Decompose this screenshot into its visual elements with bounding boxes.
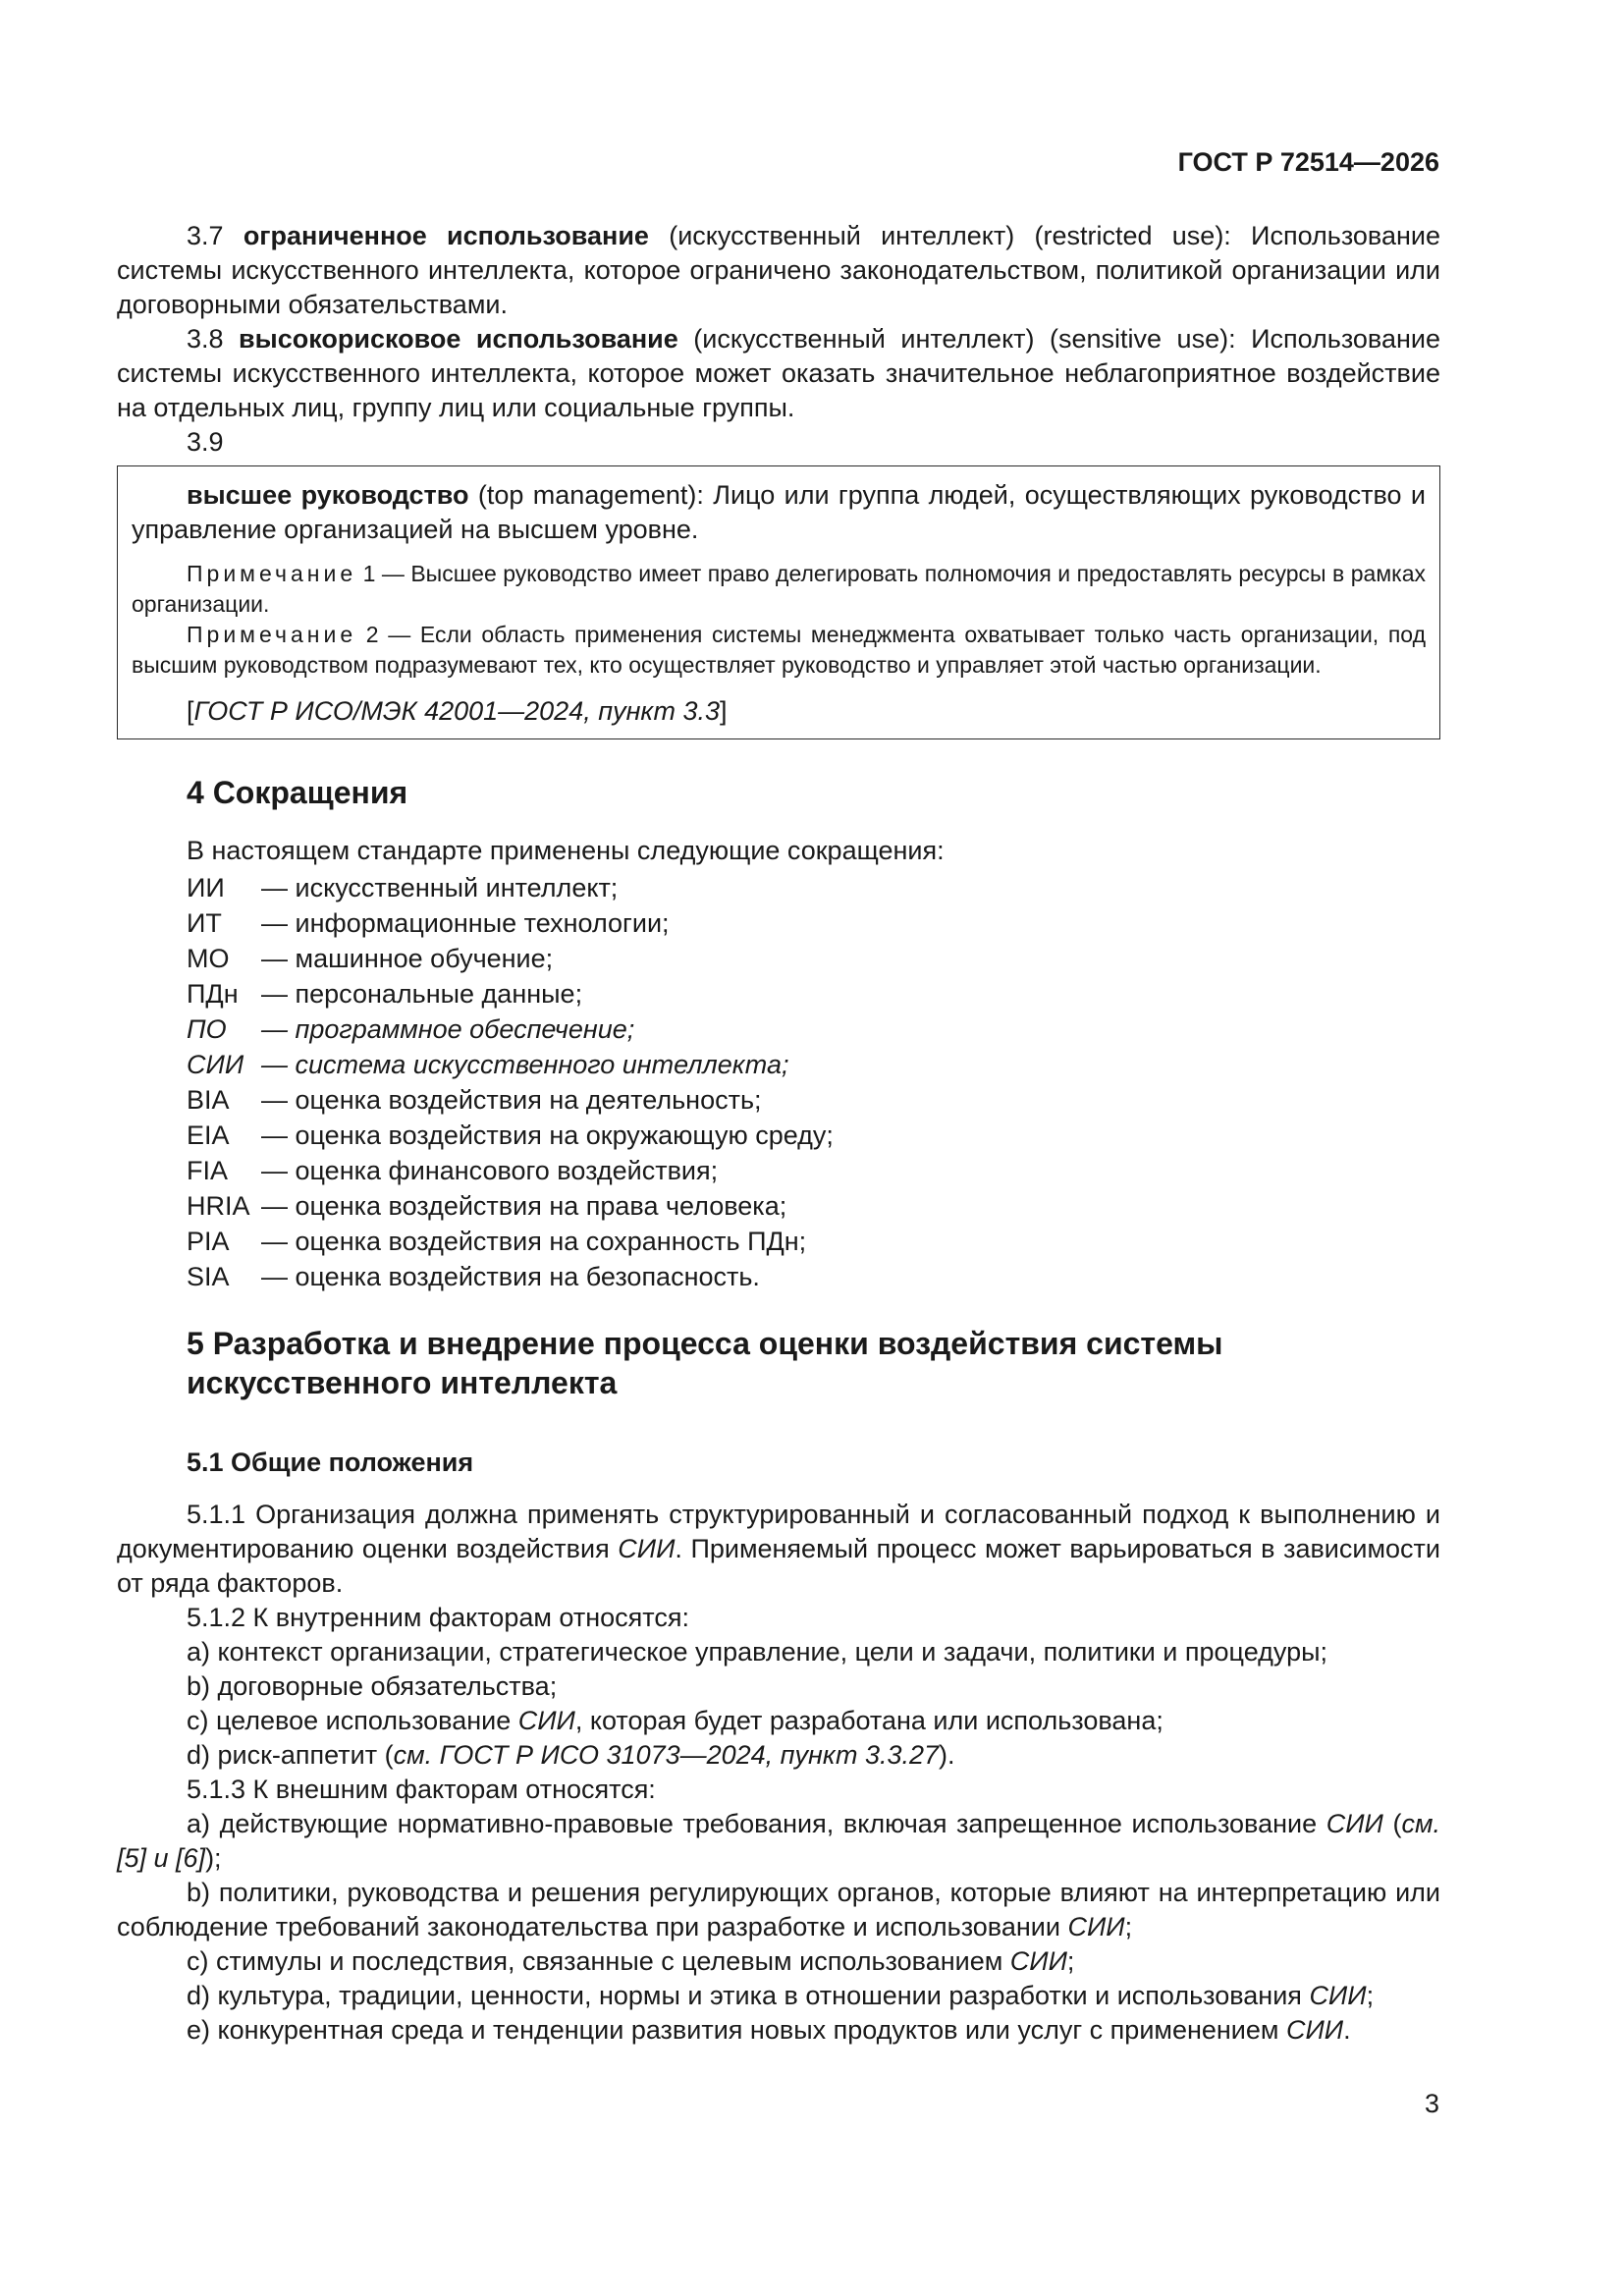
clause-text: d) культура, традиции, ценности, нормы и этика в отношении разработки и использования <box>187 1981 1310 2010</box>
term-3-8 <box>117 322 1440 425</box>
clause-text: ; <box>1066 1946 1075 1976</box>
term-3-9-definition <box>132 478 1426 547</box>
abbreviation-description: — программное обеспечение; <box>261 1014 635 1044</box>
note-text: 1 — Высшее руководство имеет право делегировать полномочия и предоставлять ресурсы в рамках организации. <box>132 561 1426 617</box>
abbreviation-description: — персональные данные; <box>261 979 583 1009</box>
abbreviation-description: — оценка финансового воздействия; <box>261 1156 719 1185</box>
clause-emphasis: см. [5] и [6] <box>117 1809 1440 1873</box>
abbreviation: PIA <box>187 1227 230 1256</box>
note-label: Примечание <box>187 622 357 647</box>
note-text: 2 — Если область применения системы менеджмента охватывает только часть организации, под высшим руководством подразумевают тех, кто осуществляет руководство и управляет этой частью организации. <box>132 622 1426 678</box>
term-number: 3.8 <box>187 324 224 354</box>
clause-text: , которая будет разработана или использована; <box>574 1706 1163 1735</box>
term-name: ограниченное использование <box>243 221 649 250</box>
abbreviation: ИТ <box>187 908 222 938</box>
clause-text: ( <box>1382 1809 1402 1838</box>
abbreviation: HRIA <box>187 1191 250 1221</box>
abbreviation: МО <box>187 944 230 973</box>
abbreviation-item <box>187 1047 1440 1082</box>
abbreviation-description: — машинное обучение; <box>261 944 554 973</box>
page-body <box>117 219 1440 2048</box>
section-5-title-line: искусственного интеллекта <box>187 1365 618 1400</box>
clause-text: e) конкурентная среда и тенденции развития новых продуктов или услуг с применением <box>187 2015 1286 2045</box>
clause-emphasis: СИИ <box>1067 1912 1125 1941</box>
note-2 <box>132 620 1426 681</box>
list-item-5-1-2-c <box>117 1704 1440 1738</box>
page-number: 3 <box>1424 2089 1439 2118</box>
abbreviation-description: — искусственный интеллект; <box>261 873 619 902</box>
section-4-intro: В настоящем стандарте применены следующие сокращения: <box>187 836 945 865</box>
abbreviation-description: — оценка воздействия на окружающую среду; <box>261 1121 834 1150</box>
clause-emphasis: СИИ <box>1309 1981 1367 2010</box>
clause-emphasis: СИИ <box>1285 2015 1344 2045</box>
clause-text: ); <box>205 1843 222 1873</box>
subsection-5-1-title: 5.1 Общие положения <box>187 1448 474 1477</box>
document-header: ГОСТ Р 72514—2026 <box>1177 147 1439 177</box>
abbreviation-description: — информационные технологии; <box>261 908 670 938</box>
clause-emphasis: СИИ <box>618 1534 676 1563</box>
clause-text: b) политики, руководства и решения регулирующих органов, которые влияют на интерпретацию или соблюдение требований законодательства при разработке и использовании <box>117 1878 1440 1941</box>
bracket-close: ] <box>720 696 728 726</box>
abbreviation-description: — оценка воздействия на безопасность. <box>261 1262 760 1291</box>
abbreviation: BIA <box>187 1085 230 1115</box>
abbreviation-item <box>187 1224 1440 1259</box>
abbreviation-item <box>187 1011 1440 1047</box>
clause-emphasis: СИИ <box>517 1706 575 1735</box>
abbreviation: ПО <box>187 1014 227 1044</box>
abbreviation-item <box>187 1188 1440 1224</box>
clause-text: c) стимулы и последствия, связанные с целевым использованием <box>187 1946 1010 1976</box>
abbreviation: ПДн <box>187 979 239 1009</box>
abbreviation-description: — оценка воздействия на сохранность ПДн; <box>261 1227 807 1256</box>
term-name: высокорисковое использование <box>239 324 678 354</box>
abbreviation-list <box>117 870 1440 1294</box>
section-4-title: 4 Сокращения <box>187 775 408 810</box>
list-item-5-1-3-a <box>117 1807 1440 1876</box>
section-5-title-line: 5 Разработка и внедрение процесса оценки воздействия системы <box>187 1326 1223 1361</box>
abbreviation-item <box>187 1153 1440 1188</box>
abbreviation-item <box>187 905 1440 941</box>
abbreviation: СИИ <box>187 1050 244 1079</box>
clause-text: a) действующие нормативно-правовые требования, включая запрещенное использование <box>187 1809 1326 1838</box>
clause-emphasis: СИИ <box>1009 1946 1067 1976</box>
section-5-title <box>117 1324 1440 1402</box>
term-name: высшее руководство <box>187 480 469 510</box>
clause-text: 5.1.1 Организация должна применять структурированный и согласованный подход к выполнению и документированию оценки воздействия <box>117 1500 1440 1563</box>
note-1 <box>132 559 1426 620</box>
clause-emphasis: см. ГОСТ Р ИСО 31073—2024, пункт 3.3.27 <box>393 1740 940 1770</box>
reference-text: ГОСТ Р ИСО/МЭК 42001—2024, пункт 3.3 <box>193 696 721 726</box>
clause-text: ; <box>1366 1981 1375 2010</box>
list-item-5-1-3-c <box>117 1944 1440 1979</box>
abbreviation: ИИ <box>187 873 225 902</box>
list-item-5-1-2-d <box>117 1738 1440 1773</box>
abbreviation-item <box>187 1118 1440 1153</box>
list-item-5-1-3-b <box>117 1876 1440 1944</box>
clause-5-1-1 <box>117 1498 1440 1601</box>
clause-emphasis: СИИ <box>1325 1809 1383 1838</box>
clause-5-1-2: 5.1.2 К внутренним факторам относятся: <box>187 1603 689 1632</box>
clause-text: ; <box>1124 1912 1133 1941</box>
abbreviation-description: — оценка воздействия на деятельность; <box>261 1085 762 1115</box>
abbreviation-description: — оценка воздействия на права человека; <box>261 1191 787 1221</box>
bracket-open: [ <box>187 696 194 726</box>
source-reference <box>132 694 1426 729</box>
term-3-9-number: 3.9 <box>187 427 224 457</box>
clause-text: . <box>1343 2015 1351 2045</box>
list-item-5-1-2-b: b) договорные обязательства; <box>187 1671 558 1701</box>
term-definition: (искусственный интеллект) (sensitive use): Использование системы искусственного интеллекта, которое может оказать значительное неблагоприятное воздействие на отдельных лиц, группу лиц или социальные группы. <box>117 324 1440 422</box>
abbreviation-item <box>187 1082 1440 1118</box>
abbreviation-description: — система искусственного интеллекта; <box>261 1050 789 1079</box>
term-definition: (top management): Лицо или группа людей, осуществляющих руководство и управление организацией на высшем уровне. <box>132 480 1426 544</box>
abbreviation: EIA <box>187 1121 230 1150</box>
list-item-5-1-2-a: a) контекст организации, стратегическое управление, цели и задачи, политики и процедуры; <box>187 1637 1327 1667</box>
abbreviation: SIA <box>187 1262 230 1291</box>
note-label: Примечание <box>187 561 357 586</box>
abbreviation-item <box>187 1259 1440 1294</box>
clause-5-1-3: 5.1.3 К внешним факторам относятся: <box>187 1775 656 1804</box>
abbreviation-item <box>187 941 1440 976</box>
abbreviation: FIA <box>187 1156 229 1185</box>
clause-text: c) целевое использование <box>187 1706 518 1735</box>
term-definition: (искусственный интеллект) (restricted use): Использование системы искусственного интеллекта, которое ограничено законодательством, политикой организации или договорными обязательствами. <box>117 221 1440 319</box>
list-item-5-1-3-d <box>117 1979 1440 2013</box>
term-3-9-box <box>117 465 1440 739</box>
abbreviation-item <box>187 870 1440 905</box>
clause-text: . Применяемый процесс может варьироваться в зависимости от ряда факторов. <box>117 1534 1440 1598</box>
abbreviation-item <box>187 976 1440 1011</box>
list-item-5-1-3-e <box>117 2013 1440 2048</box>
term-number: 3.7 <box>187 221 224 250</box>
term-3-7 <box>117 219 1440 322</box>
clause-text: ). <box>939 1740 955 1770</box>
clause-text: d) риск-аппетит ( <box>187 1740 394 1770</box>
